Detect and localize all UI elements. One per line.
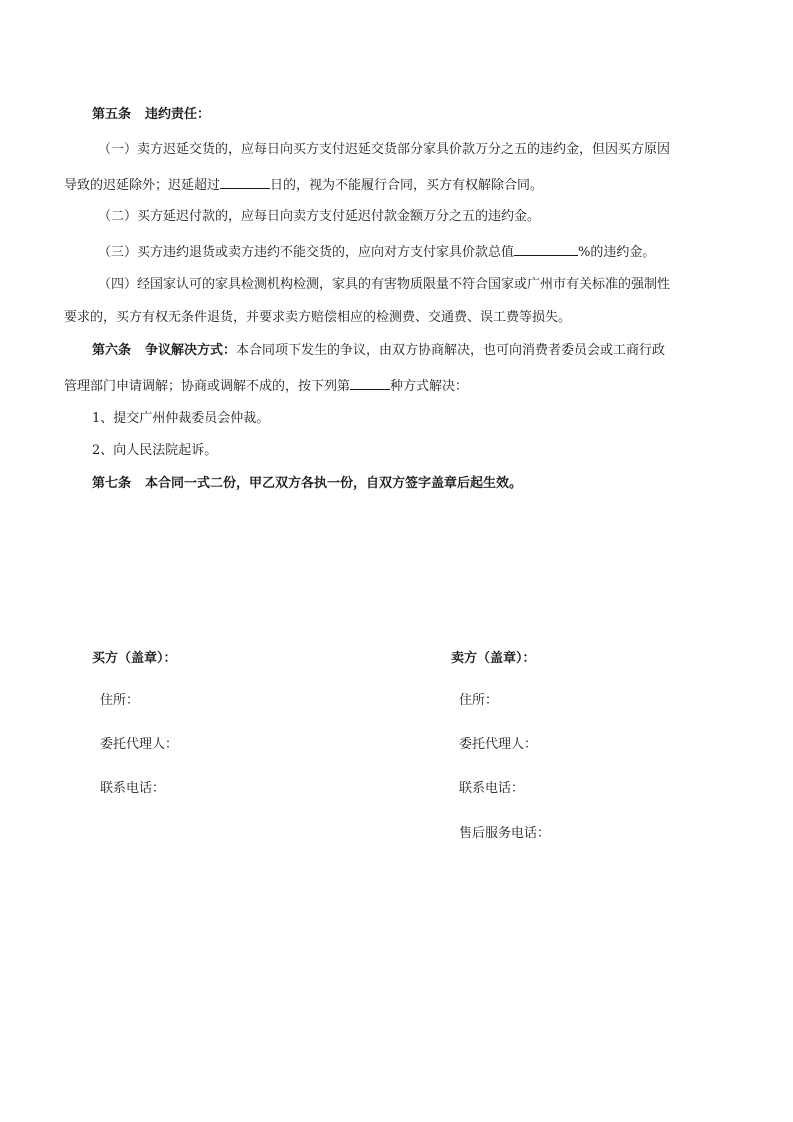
article5-item3-text-b: %的违约金。: [578, 245, 656, 260]
article5-title: 违约责任：: [145, 107, 211, 122]
buyer-seal-label: 买方（盖章）：: [92, 651, 177, 666]
article5-item1-text-a: 导致的迟延除外；迟延超过: [64, 178, 221, 193]
article5-item4-line2: 要求的，买方有权无条件退货，并要求卖方赔偿相应的检测费、交通费、误工费等损失。: [64, 310, 572, 325]
article7-number: 第七条: [92, 476, 132, 491]
article6-text1: 本合同项下发生的争议，由双方协商解决，也可向消费者委员会或工商行政: [236, 343, 666, 358]
seller-service-phone-label: 售后服务电话：: [459, 826, 551, 841]
article6-text2-b: 种方式解决：: [390, 379, 469, 394]
article6-number: 第六条: [92, 343, 132, 358]
buyer-phone-label: 联系电话：: [100, 781, 166, 796]
buyer-agent-label: 委托代理人：: [100, 737, 179, 752]
article5-item2: （二）买方延迟付款的，应每日向卖方支付延迟付款金额万分之五的违约金。: [98, 209, 541, 224]
buyer-address-label: 住所：: [100, 693, 140, 708]
article7-text: 本合同一式二份，甲乙双方各执一份，自双方签字盖章后起生效。: [145, 476, 523, 491]
dispute-option-blank[interactable]: [350, 376, 390, 390]
article6-text2-a: 管理部门申请调解；协商或调解不成的，按下列第: [64, 379, 351, 394]
article6-line1: [92, 342, 752, 360]
article5-item1-line1: （一）卖方迟延交货的，应每日向买方支付迟延交货部分家具价款万分之五的违约金，但因买方原因: [98, 142, 671, 157]
article5-item3: [98, 242, 758, 262]
article5-item3-text-a: （三）买方违约退货或卖方违约不能交货的，应向对方支付家具价款总值: [98, 245, 515, 260]
article6-option1: 1、提交广州仲裁委员会仲裁。: [92, 411, 270, 426]
seller-address-label: 住所：: [459, 693, 499, 708]
seller-agent-label: 委托代理人：: [459, 737, 538, 752]
delay-days-blank[interactable]: [220, 175, 270, 189]
article5-item4-line1: （四）经国家认可的家具检测机构检测，家具的有害物质限量不符合国家或广州市有关标准的强制性: [98, 277, 671, 292]
seller-seal-label: 卖方（盖章）：: [451, 651, 536, 666]
article6-option2: 2、向人民法院起诉。: [92, 443, 218, 458]
article6-title: 争议解决方式：: [145, 343, 237, 358]
article5-item1-text-b: 日的，视为不能履行合同，买方有权解除合同。: [270, 178, 544, 193]
seller-phone-label: 联系电话：: [459, 781, 525, 796]
article6-line2: [64, 376, 724, 396]
article5-item1-line2: [64, 175, 724, 195]
penalty-percent-blank[interactable]: [514, 242, 578, 256]
article7-line: [92, 475, 752, 493]
article5-number: 第五条: [92, 107, 132, 122]
article5-heading-line: [92, 106, 752, 124]
